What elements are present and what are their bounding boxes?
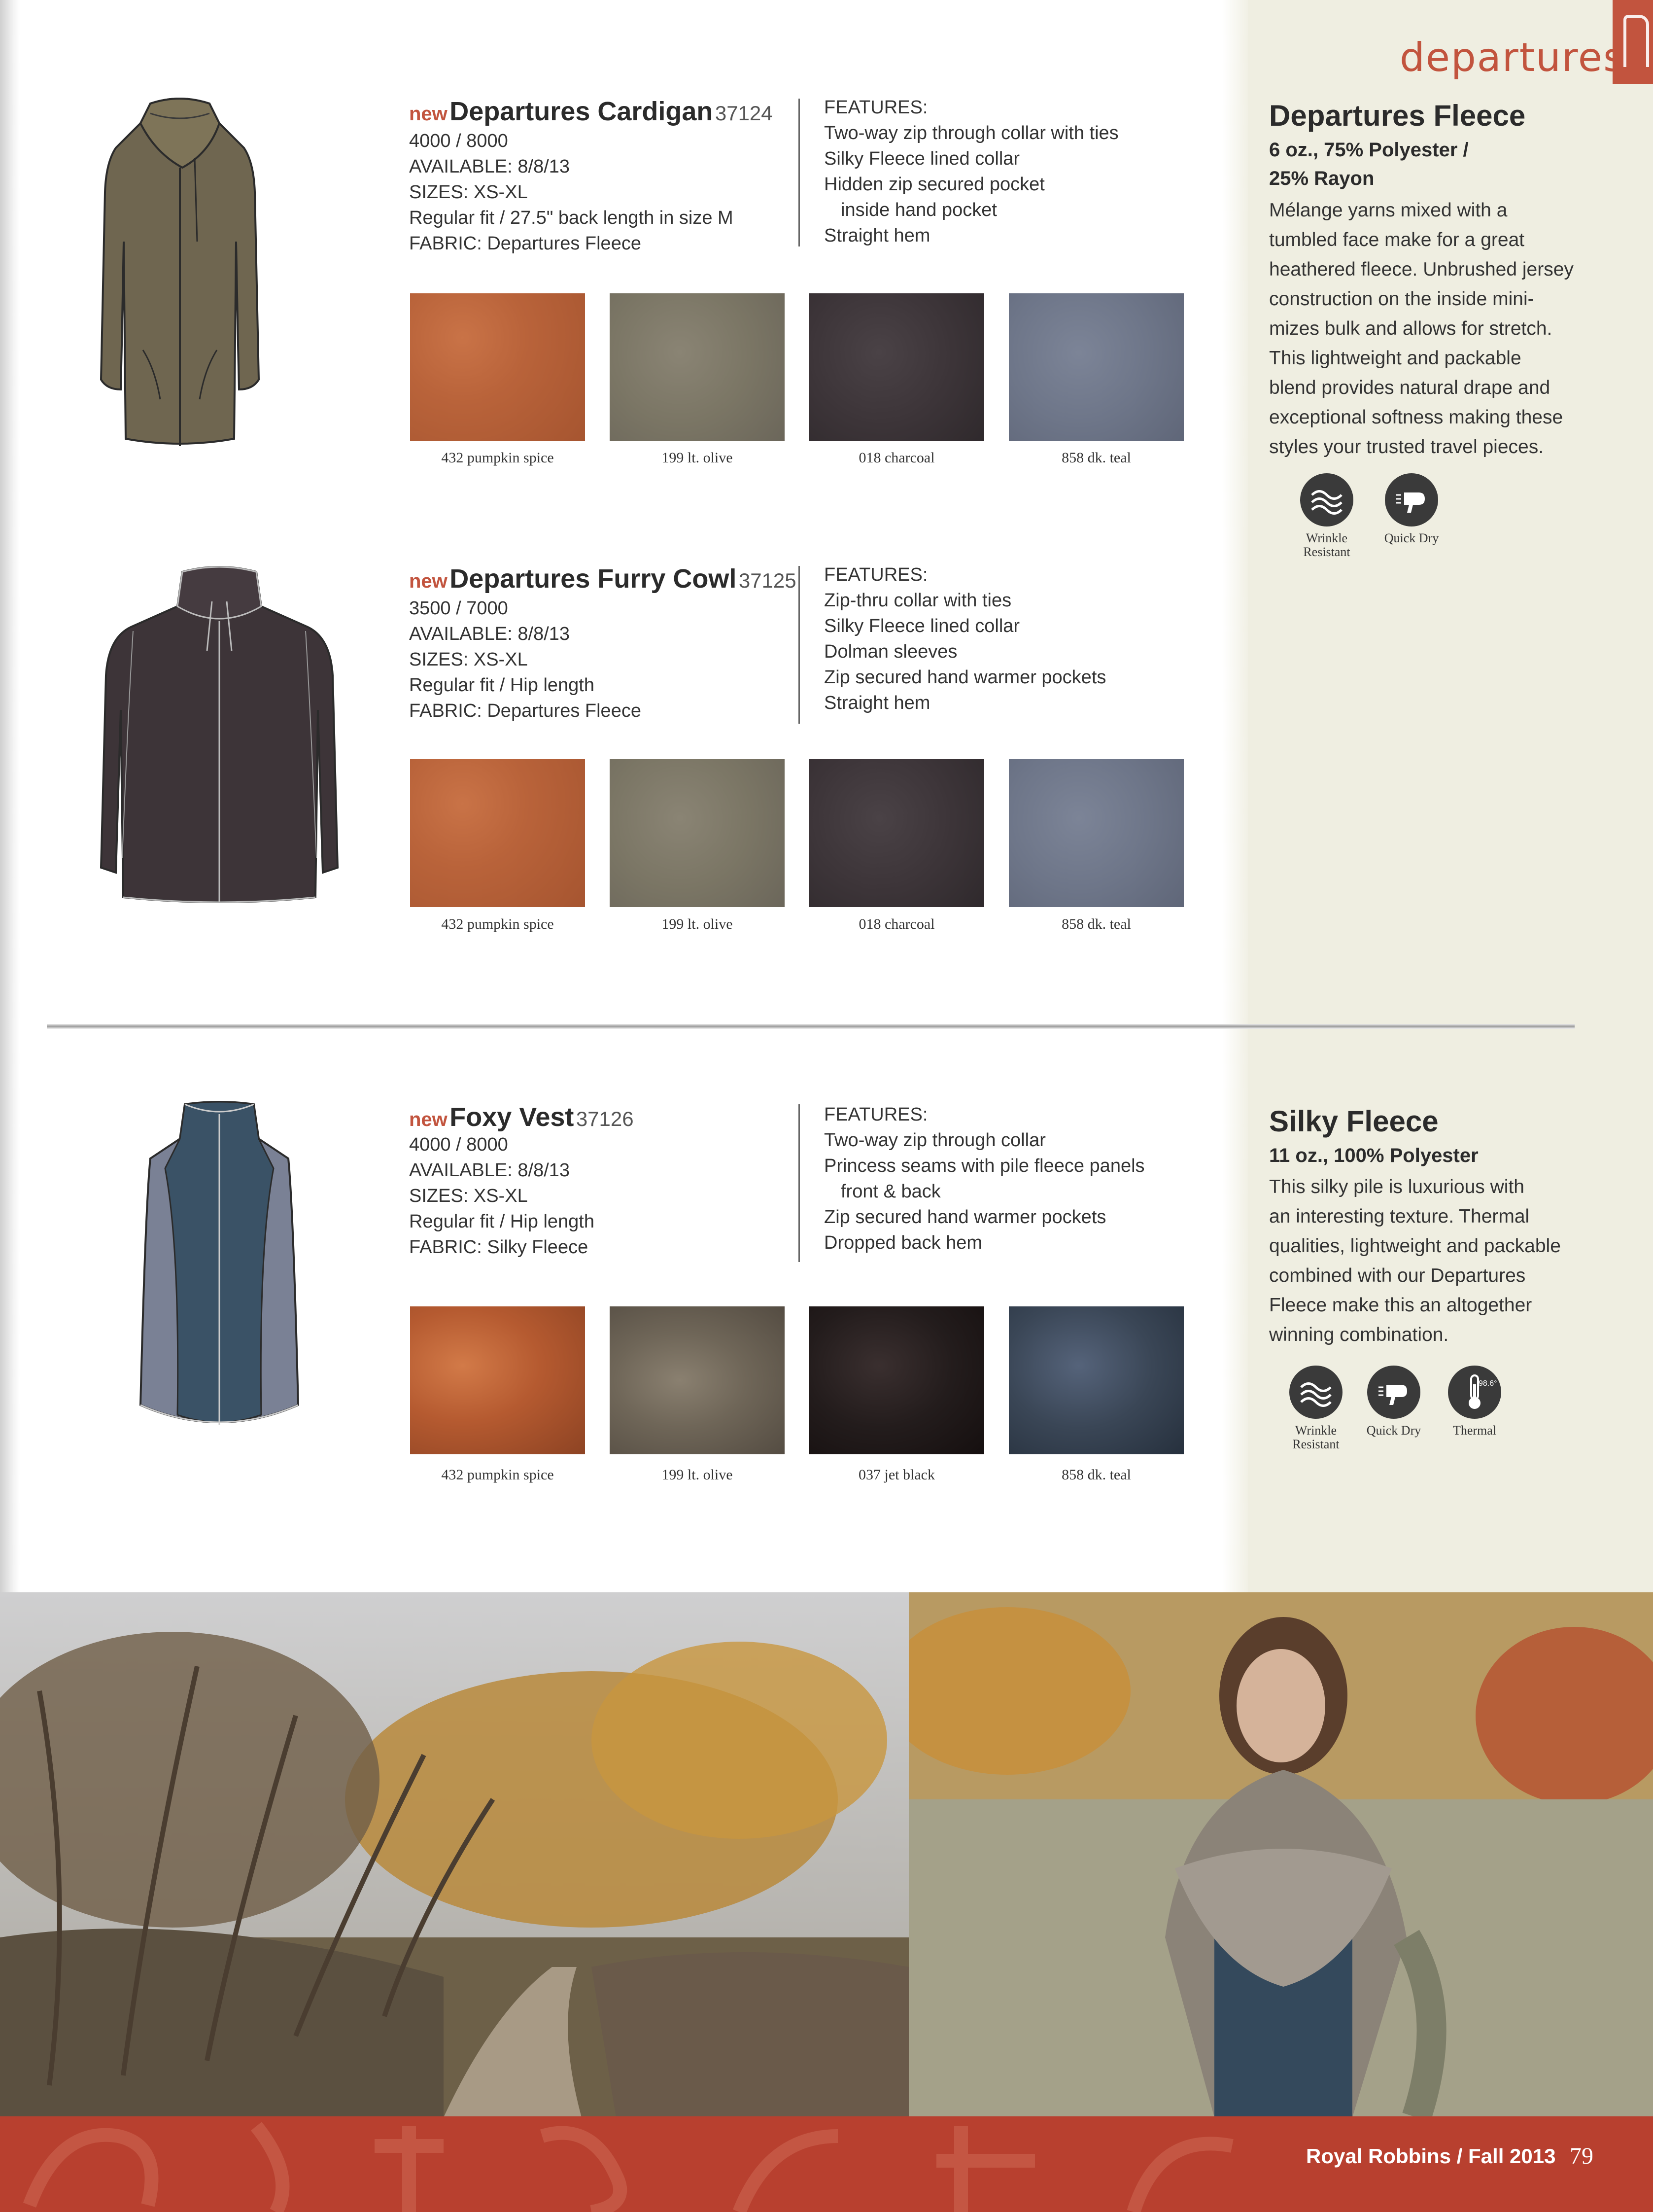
features-list xyxy=(824,95,1119,248)
page-number: 79 xyxy=(1570,2143,1593,2169)
description-line: construction on the inside mini- xyxy=(1269,288,1534,310)
feature-item: Princess seams with pile fleece panels xyxy=(824,1156,1145,1176)
description-line: an interesting texture. Thermal xyxy=(1269,1206,1530,1227)
description-line: exceptional softness making these xyxy=(1269,407,1563,428)
swatch-label: 858 dk. teal xyxy=(1062,450,1131,466)
section-divider xyxy=(47,1024,1575,1029)
description-line: mizes bulk and allows for stretch. xyxy=(1269,318,1552,339)
fabric-title: Departures Fleece xyxy=(1269,99,1526,132)
sizes-line: SIZES: XS-XL xyxy=(409,649,528,670)
product-specs xyxy=(409,1132,594,1260)
badge-label xyxy=(1375,531,1448,545)
cardigan-illustration xyxy=(96,94,264,468)
swatch-lt-olive xyxy=(610,759,785,907)
badge-label xyxy=(1279,1424,1353,1451)
description-line: This lightweight and packable xyxy=(1269,348,1521,369)
price-line: 4000 / 8000 xyxy=(409,131,508,151)
feature-item: front & back xyxy=(841,1181,941,1202)
swatch-label: 432 pumpkin spice xyxy=(441,450,554,466)
thermometer-reading: 98.6° xyxy=(1479,1379,1497,1388)
autumn-trail-photo xyxy=(0,1592,909,2117)
swatch-charcoal xyxy=(809,293,984,441)
availability-line: AVAILABLE: 8/8/13 xyxy=(409,1160,570,1181)
feature-item: Silky Fleece lined collar xyxy=(824,616,1020,636)
swatch-label: 199 lt. olive xyxy=(661,1467,733,1483)
fabric-title: Silky Fleece xyxy=(1269,1105,1439,1138)
feature-item: Dropped back hem xyxy=(824,1232,983,1253)
badge-label xyxy=(1438,1424,1512,1438)
badge-label xyxy=(1357,1424,1431,1438)
badge-label xyxy=(1290,531,1364,559)
swatch-label: 037 jet black xyxy=(859,1467,935,1483)
product-title xyxy=(409,1102,634,1132)
feature-item: Zip secured hand warmer pockets xyxy=(824,1207,1106,1228)
swatch-jet-black xyxy=(809,1306,984,1454)
product-specs xyxy=(409,128,733,256)
furry-cowl-illustration xyxy=(99,562,340,907)
feature-item: Straight hem xyxy=(824,693,930,713)
new-badge: new xyxy=(409,1109,448,1130)
badge-label-line: Quick Dry xyxy=(1384,531,1439,545)
feature-item: Zip secured hand warmer pockets xyxy=(824,667,1106,688)
feature-item: Silky Fleece lined collar xyxy=(824,148,1020,169)
composition-line: 11 oz., 100% Polyester xyxy=(1269,1145,1479,1166)
swatch-dk-teal xyxy=(1009,1306,1184,1454)
fabric-description xyxy=(1269,1172,1561,1350)
swatch-pumpkin-spice xyxy=(410,293,585,441)
swatch-dk-teal xyxy=(1009,293,1184,441)
fabric-line: FABRIC: Departures Fleece xyxy=(409,701,641,721)
model-wearing-vest-photo xyxy=(909,1592,1653,2117)
section-label: departures xyxy=(1400,35,1625,80)
fit-line: Regular fit / Hip length xyxy=(409,1211,594,1232)
price-line: 4000 / 8000 xyxy=(409,1134,508,1155)
new-badge: new xyxy=(409,103,448,125)
fabric-line: FABRIC: Departures Fleece xyxy=(409,233,641,254)
fit-line: Regular fit / Hip length xyxy=(409,675,594,696)
description-line: Fleece make this an altogether xyxy=(1269,1295,1532,1316)
swatch-label: 858 dk. teal xyxy=(1062,916,1131,932)
product-name: Foxy Vest xyxy=(449,1102,574,1132)
badge-label-line: Wrinkle xyxy=(1306,531,1348,545)
feature-item: Dolman sleeves xyxy=(824,641,958,662)
fabric-composition xyxy=(1269,136,1469,193)
swatch-label: 199 lt. olive xyxy=(661,450,733,466)
product-name: Departures Furry Cowl xyxy=(449,564,737,594)
description-line: combined with our Departures xyxy=(1269,1265,1526,1286)
swatch-label: 858 dk. teal xyxy=(1062,1467,1131,1483)
description-line: blend provides natural drape and xyxy=(1269,377,1550,398)
swatch-lt-olive xyxy=(610,293,785,441)
wrinkle-resistant-icon xyxy=(1289,1366,1343,1419)
description-line: winning combination. xyxy=(1269,1324,1449,1345)
swatch-label: 018 charcoal xyxy=(859,916,935,932)
swatch-dk-teal xyxy=(1009,759,1184,907)
feature-item: Zip-thru collar with ties xyxy=(824,590,1012,611)
side-panel-fade xyxy=(1222,0,1252,1592)
fabric-line: FABRIC: Silky Fleece xyxy=(409,1237,588,1258)
column-divider xyxy=(798,566,800,724)
features-list xyxy=(824,1102,1145,1256)
swatch-label: 432 pumpkin spice xyxy=(441,1467,554,1483)
description-line: Mélange yarns mixed with a xyxy=(1269,200,1508,221)
feature-item: Straight hem xyxy=(824,225,930,246)
fabric-composition xyxy=(1269,1141,1479,1170)
badge-label-line: Quick Dry xyxy=(1366,1423,1421,1438)
thermal-icon xyxy=(1448,1366,1501,1419)
page-gutter-shadow xyxy=(0,0,20,1592)
sizes-line: SIZES: XS-XL xyxy=(409,1186,528,1206)
feature-item: inside hand pocket xyxy=(841,200,997,220)
sizes-line: SIZES: XS-XL xyxy=(409,182,528,203)
availability-line: AVAILABLE: 8/8/13 xyxy=(409,156,570,177)
composition-line: 25% Rayon xyxy=(1269,168,1375,189)
style-number: 37124 xyxy=(715,102,773,125)
badge-label-line: Resistant xyxy=(1303,545,1350,559)
style-number: 37126 xyxy=(576,1107,634,1130)
swatch-pumpkin-spice xyxy=(410,759,585,907)
swatch-pumpkin-spice xyxy=(410,1306,585,1454)
availability-line: AVAILABLE: 8/8/13 xyxy=(409,624,570,644)
feature-item: Hidden zip secured pocket xyxy=(824,174,1045,195)
product-specs xyxy=(409,596,641,724)
fit-line: Regular fit / 27.5" back length in size M xyxy=(409,208,733,228)
swatch-label: 432 pumpkin spice xyxy=(441,916,554,932)
features-heading: FEATURES: xyxy=(824,97,928,118)
price-line: 3500 / 7000 xyxy=(409,598,508,619)
description-line: qualities, lightweight and packable xyxy=(1269,1235,1561,1257)
footer-credit: Royal Robbins / Fall 2013 xyxy=(1306,2144,1556,2168)
quick-dry-icon xyxy=(1367,1366,1420,1419)
swatch-charcoal xyxy=(809,759,984,907)
badge-label-line: Wrinkle xyxy=(1295,1423,1337,1438)
description-line: heathered fleece. Unbrushed jersey xyxy=(1269,259,1574,280)
badge-label-line: Thermal xyxy=(1452,1423,1497,1438)
product-name: Departures Cardigan xyxy=(449,97,713,126)
column-divider xyxy=(798,99,800,246)
swatch-label: 199 lt. olive xyxy=(661,916,733,932)
description-line: This silky pile is luxurious with xyxy=(1269,1176,1524,1197)
feature-item: Two-way zip through collar xyxy=(824,1130,1046,1151)
feature-item: Two-way zip through collar with ties xyxy=(824,123,1119,143)
description-line: tumbled face make for a great xyxy=(1269,229,1525,250)
wrinkle-resistant-icon xyxy=(1300,473,1353,527)
new-badge: new xyxy=(409,570,448,592)
fabric-description xyxy=(1269,196,1574,462)
features-heading: FEATURES: xyxy=(824,1104,928,1125)
column-divider xyxy=(798,1104,800,1262)
description-line: styles your trusted travel pieces. xyxy=(1269,436,1544,457)
features-list xyxy=(824,562,1106,716)
swatch-label: 018 charcoal xyxy=(859,450,935,466)
style-number: 37125 xyxy=(738,569,796,592)
composition-line: 6 oz., 75% Polyester / xyxy=(1269,139,1469,161)
product-title xyxy=(409,563,796,594)
swatch-lt-olive xyxy=(610,1306,785,1454)
features-heading: FEATURES: xyxy=(824,564,928,585)
product-title xyxy=(409,96,773,127)
foxy-vest-illustration xyxy=(131,1099,308,1435)
badge-label-line: Resistant xyxy=(1292,1437,1340,1451)
quick-dry-icon xyxy=(1385,473,1438,527)
